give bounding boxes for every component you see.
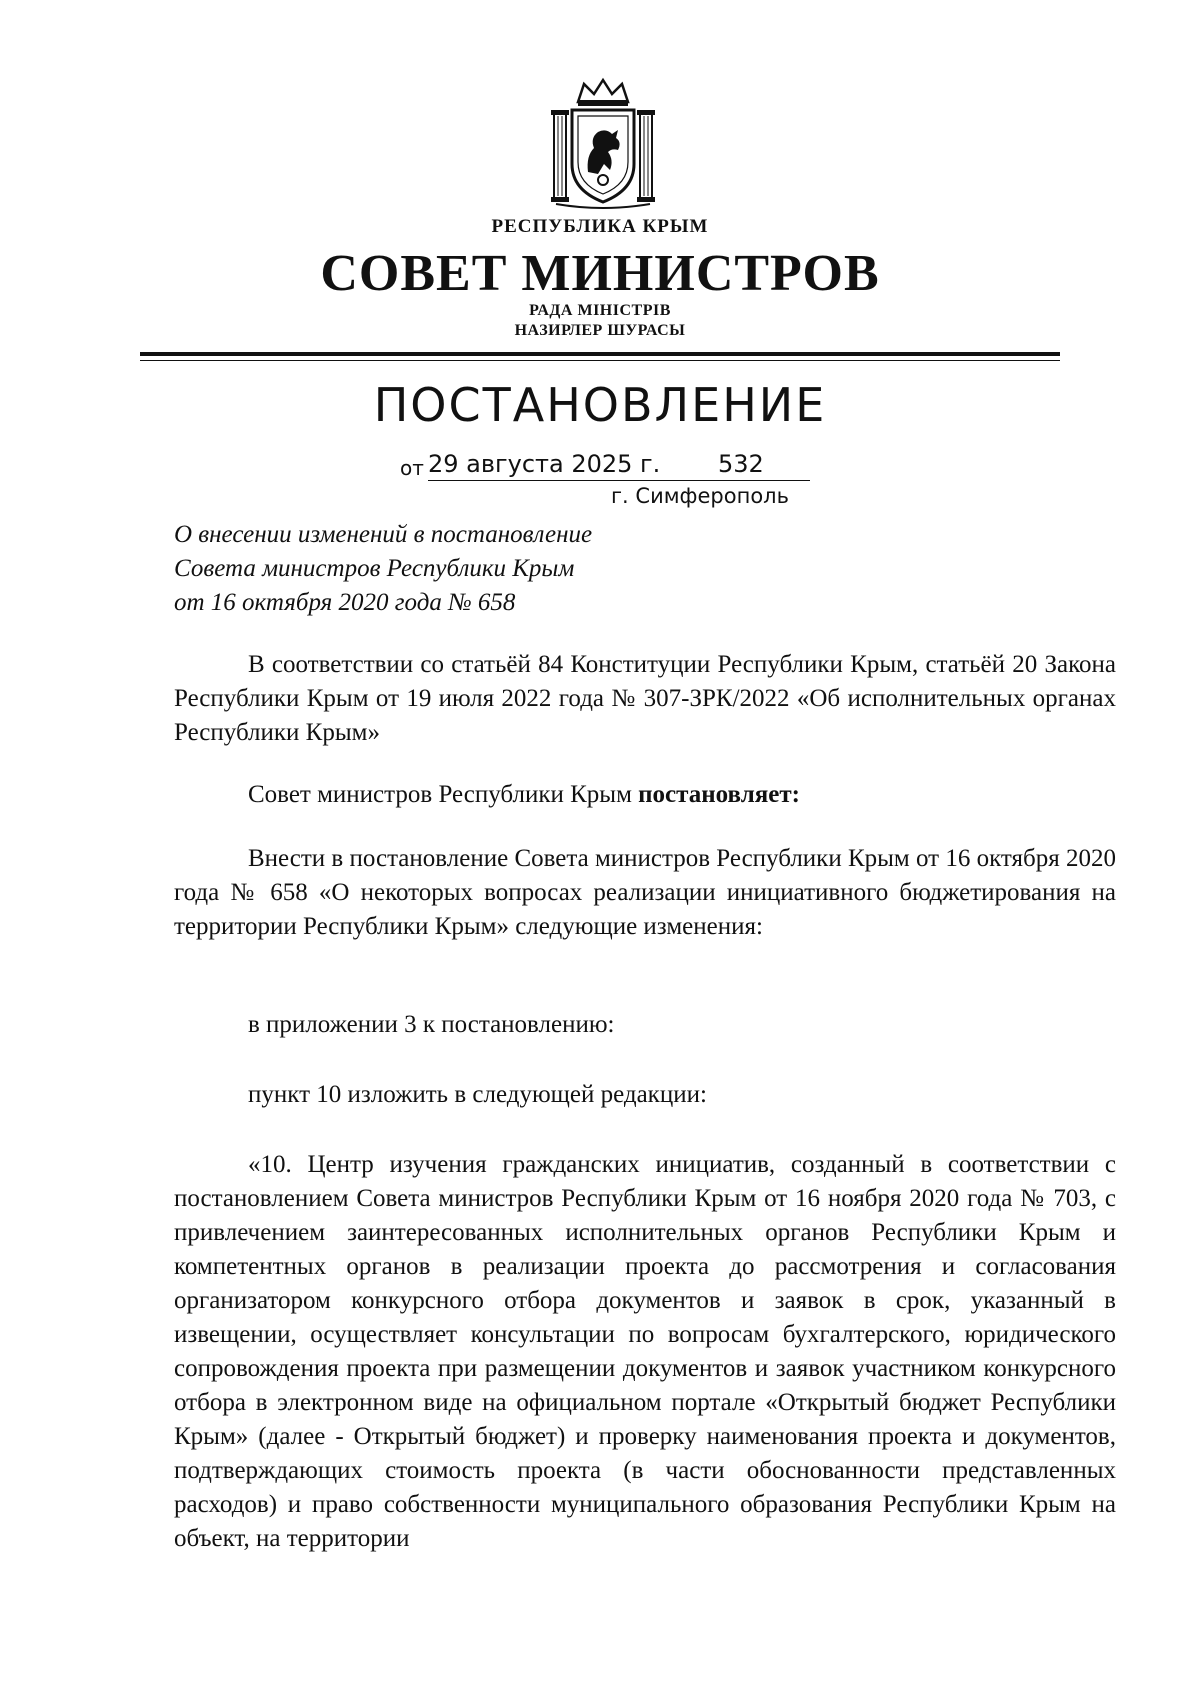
date-number-line <box>400 450 810 484</box>
council-title-ukrainian: РАДА МІНІСТРІВ <box>529 302 671 319</box>
document-date: 29 августа 2025 г. <box>428 450 661 478</box>
clause-10-paragraph: «10. Центр изучения гражданских инициатив, созданный в соответствии с постановлением Совета министров Республики Крым от 16 ноября 2020 года № 703, с привлечением заинтересованных исполнительных органов Республики Крым и компетентных органов в реализации проекта до рассмотрения и согласования организатором конкурсного отбора документов и заявок в срок, указанный в извещении, осуществляет консультации по вопросам бухгалтерского, юридического сопровождения проекта при размещении документов и заявок участником конкурсного отбора в электронном виде на официальном портале «Открытый бюджет Республики Крым» (далее - Открытый бюджет) и проверку наименования проекта и документов, подтверждающих стоимость проекта (в части обоснованности представленных расходов) и право собственности муниципального образования Республики Крым на объект, на территории <box>174 1151 1116 1552</box>
council-title-crimean-tatar: НАЗИРЛЕР ШУРАСЫ <box>514 322 686 339</box>
date-prefix: от <box>400 456 424 480</box>
resolution-verb: постановляет: <box>638 781 800 808</box>
date-underline <box>428 480 810 481</box>
appendix-paragraph: в приложении 3 к постановлению: <box>248 1011 615 1038</box>
amendment-paragraph: Внести в постановление Совета министров Республики Крым от 16 октября 2020 года № 658 «О некоторых вопросах реализации инициативного бюджетирования на территории Республики Крым» следующие изменения: <box>174 845 1116 940</box>
republic-name: РЕСПУБЛИКА КРЫМ <box>491 216 709 237</box>
clause-paragraph: пункт 10 изложить в следующей редакции: <box>248 1081 707 1108</box>
header-divider-thick <box>140 352 1060 356</box>
preamble-paragraph: В соответствии со статьёй 84 Конституции Республики Крым, статьёй 20 Закона Республики Крым от 19 июля 2022 года № 307-ЗРК/2022 «Об исполнительных органах Республики Крым» <box>174 651 1116 746</box>
document-city: г. Симферополь <box>611 484 789 508</box>
subject-line: О внесении изменений в постановление <box>174 521 593 548</box>
resolution-text: Совет министров Республики Крым <box>248 781 639 808</box>
resolution-paragraph <box>174 778 1116 812</box>
document-number: 532 <box>718 450 764 478</box>
header-divider-thin <box>140 360 1060 361</box>
subject-line: Совета министров Республики Крым <box>174 555 575 582</box>
council-title: СОВЕТ МИНИСТРОВ <box>320 245 880 302</box>
document-subject <box>174 518 874 620</box>
coat-of-arms-emblem-icon <box>548 76 658 210</box>
subject-line: от 16 октября 2020 года № 658 <box>174 589 516 616</box>
document-type-title: ПОСТАНОВЛЕНИЕ <box>373 378 827 432</box>
